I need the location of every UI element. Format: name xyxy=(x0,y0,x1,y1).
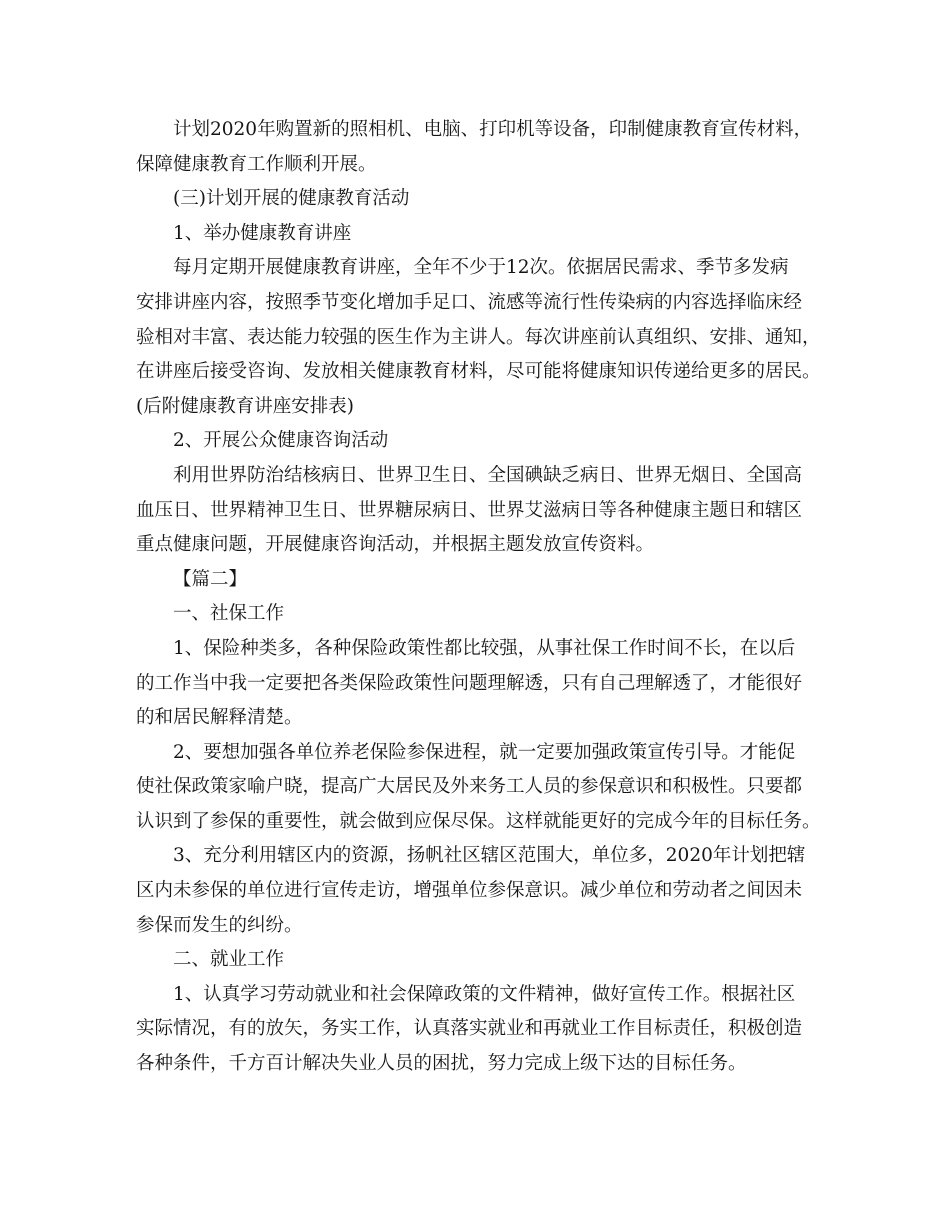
text-line: 二、就业工作 xyxy=(173,949,285,971)
text-line: (后附健康教育讲座安排表) xyxy=(136,395,354,417)
text-line: 实际情况，有的放矢，务实工作，认真落实就业和再就业工作目标责任，积极创造 xyxy=(136,1018,803,1040)
text-line: 各种条件，千方百计解决失业人员的困扰，努力完成上级下达的目标任务。 xyxy=(136,1053,747,1075)
text-line: 保障健康教育工作顺利开展。 xyxy=(136,153,377,175)
text-line: 利用世界防治结核病日、世界卫生日、全国碘缺乏病日、世界无烟日、全国高 xyxy=(173,464,803,486)
text-line: 在讲座后接受咨询、发放相关健康教育材料，尽可能将健康知识传递给更多的居民。 xyxy=(136,361,821,383)
text-line: 重点健康问题，开展健康咨询活动，并根据主题发放宣传资料。 xyxy=(136,534,655,556)
text-line: 参保而发生的纠纷。 xyxy=(136,914,303,936)
text-line: 区内未参保的单位进行宣传走访，增强单位参保意识。减少单位和劳动者之间因未 xyxy=(136,880,803,902)
text-line: 认识到了参保的重要性，就会做到应保尽保。这样就能更好的完成今年的目标任务。 xyxy=(136,810,821,832)
text-line: 一、社保工作 xyxy=(173,603,285,625)
text-line: 1、认真学习劳动就业和社会保障政策的文件精神，做好宣传工作。根据社区 xyxy=(173,983,796,1005)
text-line: 3、充分利用辖区内的资源，扬帆社区辖区范围大，单位多，2020年计划把辖 xyxy=(173,845,806,867)
text-line: 使社保政策家喻户晓，提高广大居民及外来务工人员的参保意识和积极性。只要都 xyxy=(136,776,803,798)
text-line: 每月定期开展健康教育讲座，全年不少于12次。依据居民需求、季节多发病 xyxy=(173,257,789,279)
text-line: (三)计划开展的健康教育活动 xyxy=(173,188,410,210)
text-line: 验相对丰富、表达能力较强的医生作为主讲人。每次讲座前认真组织、安排、通知， xyxy=(136,326,821,348)
text-line: 1、举办健康教育讲座 xyxy=(173,222,352,244)
text-line: 的和居民解释清楚。 xyxy=(136,707,303,729)
text-line: 血压日、世界精神卫生日、世界糖尿病日、世界艾滋病日等各种健康主题日和辖区 xyxy=(136,499,803,521)
text-line: 2、开展公众健康咨询活动 xyxy=(173,430,389,452)
text-line: 【篇二】 xyxy=(173,568,248,590)
text-line: 的工作当中我一定要把各类保险政策性问题理解透，只有自己理解透了，才能很好 xyxy=(136,672,803,694)
text-line: 1、保险种类多，各种保险政策性都比较强，从事社保工作时间不长，在以后 xyxy=(173,637,796,659)
text-line: 计划2020年购置新的照相机、电脑、打印机等设备，印制健康教育宣传材料， xyxy=(173,119,813,140)
text-line: 安排讲座内容，按照季节变化增加手足口、流感等流行性传染病的内容选择临床经 xyxy=(136,291,803,313)
text-line: 2、要想加强各单位养老保险参保进程，就一定要加强政策宣传引导。才能促 xyxy=(173,741,796,763)
document-body xyxy=(136,113,821,1082)
